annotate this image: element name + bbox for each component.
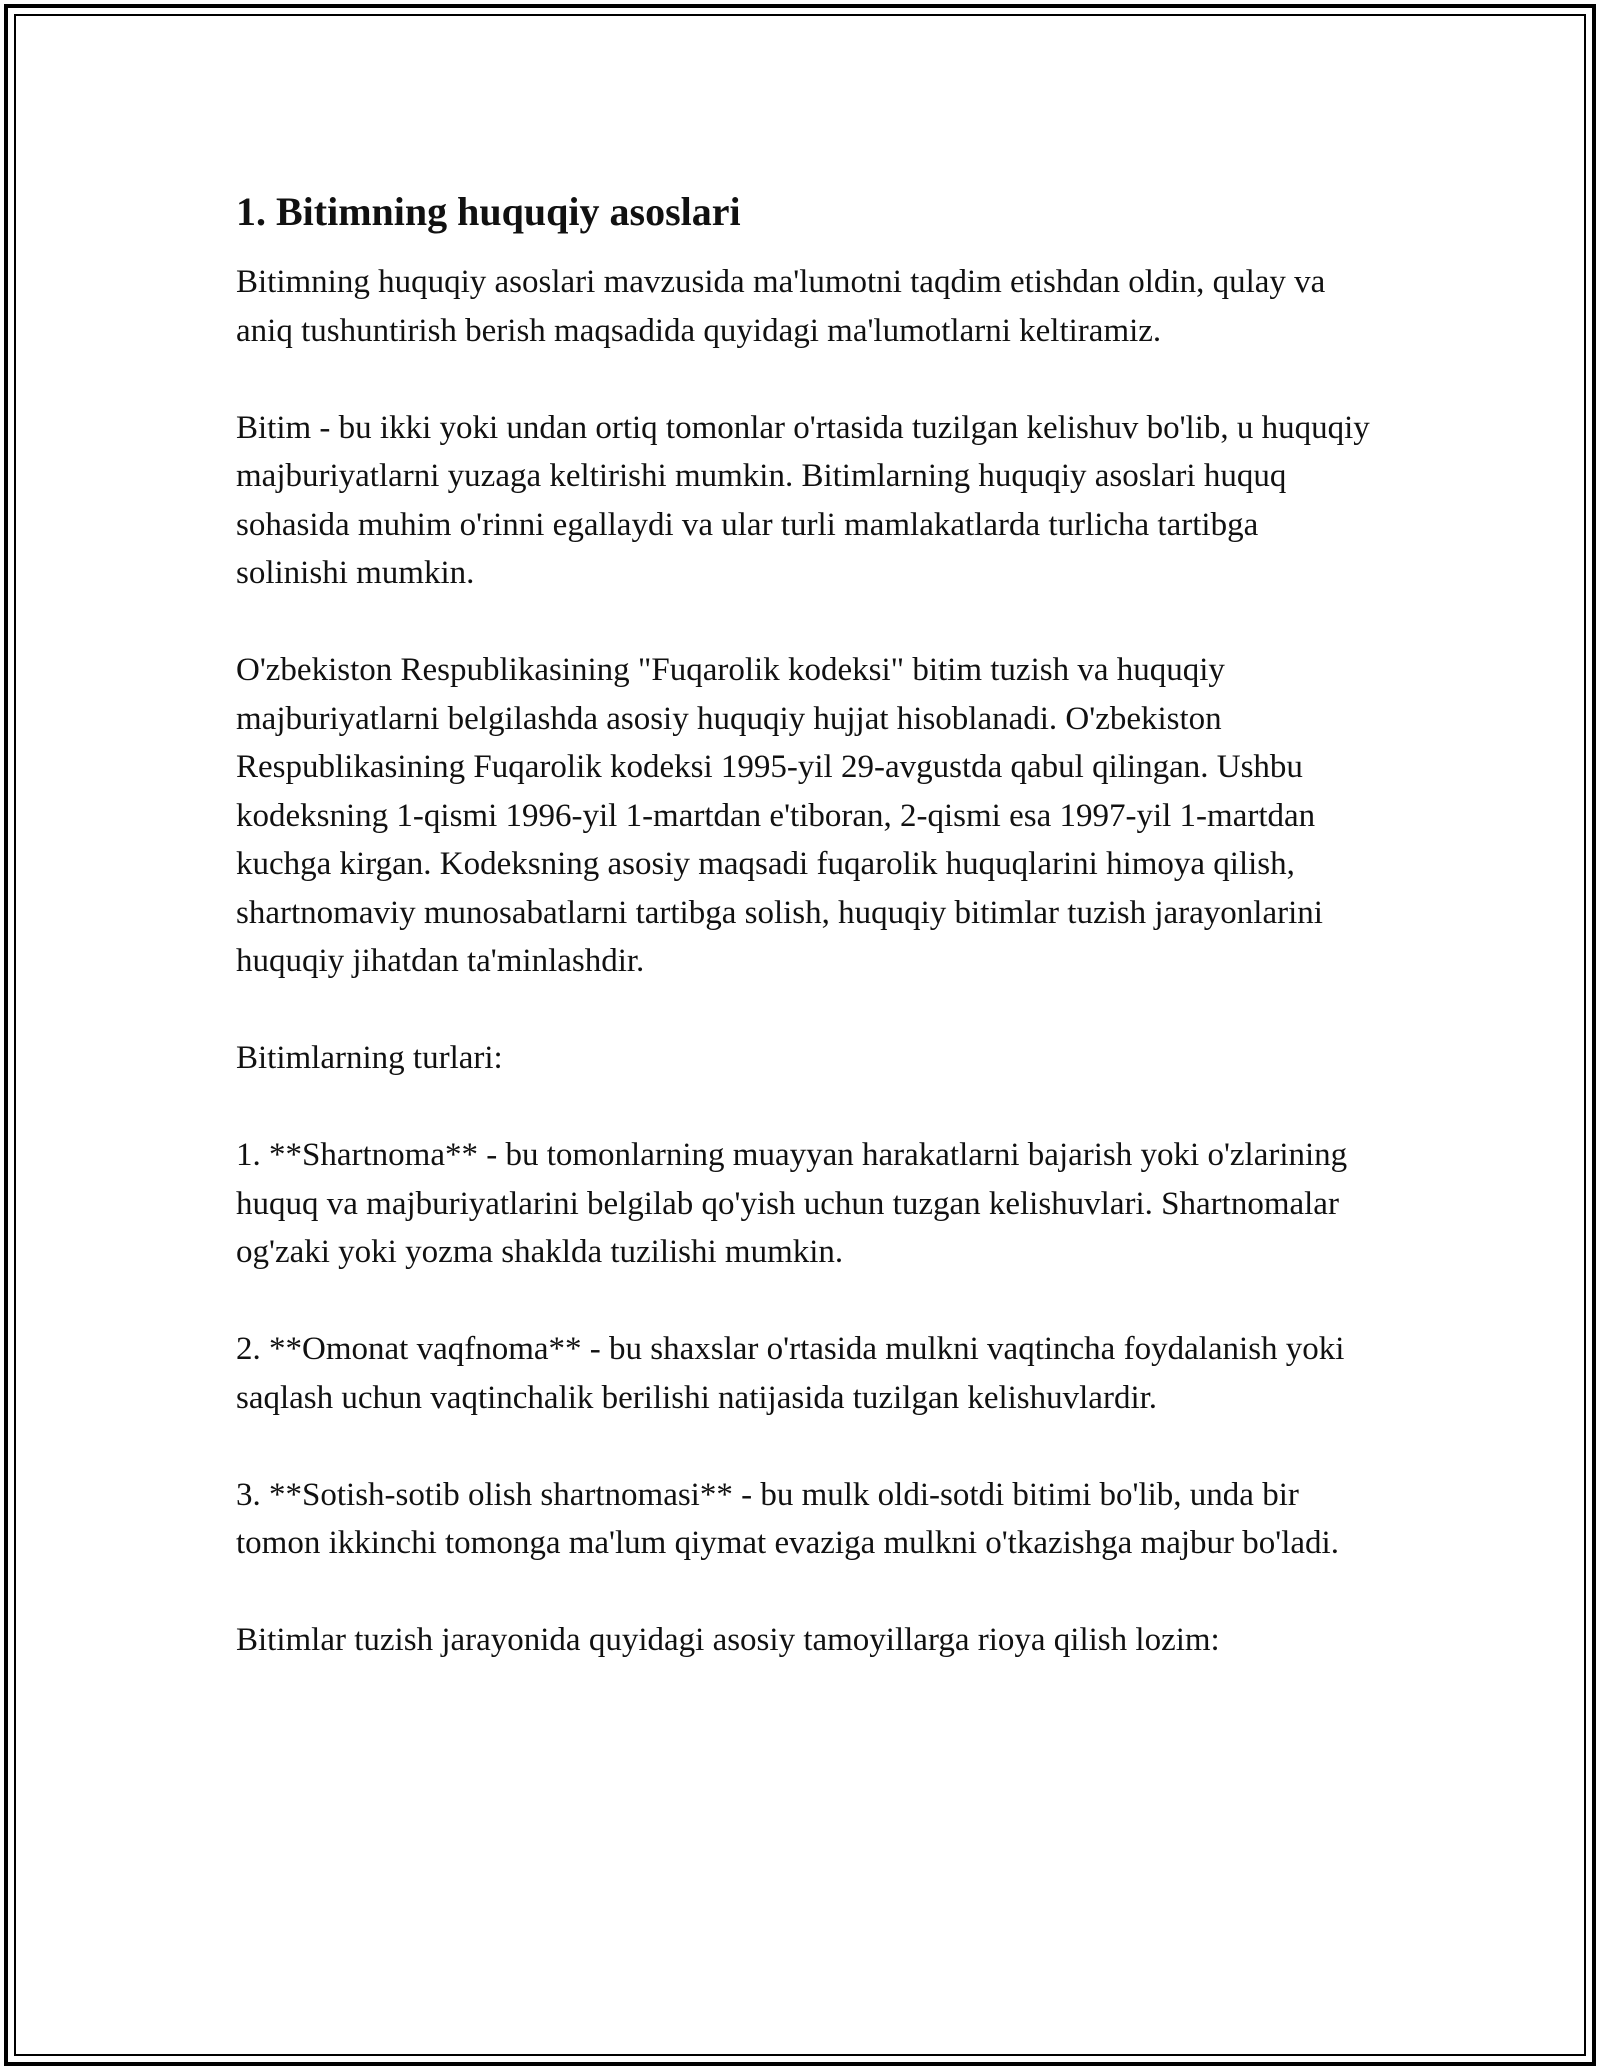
document-body [236, 184, 1376, 1665]
list-item-shartnoma: 1. **Shartnoma** - bu tomonlarning muayyan harakatlarni bajarish yoki o'zlarining huquq va majburiyatlarini belgilab qo'yish uchun tuzgan kelishuvlari. Shartnomalar og'zaki yoki yozma shaklda tuzilishi mumkin. [236, 1137, 1348, 1270]
paragraph-definition: Bitim - bu ikki yoki undan ortiq tomonlar o'rtasida tuzilgan kelishuv bo'lib, u huquqiy majburiyatlarni yuzaga keltirishi mumkin. Bitimlarning huquqiy asoslari huquq sohasida muhim o'rinni egallaydi va ular turli mamlakatlarda turlicha tartibga solinishi mumkin. [236, 409, 1370, 591]
paragraph-types-heading: Bitimlarning turlari: [236, 1040, 503, 1076]
list-item-omonat: 2. **Omonat vaqfnoma** - bu shaxslar o'rtasida mulkni vaqtincha foydalanish yoki saqlash uchun vaqtinchalik berilishi natijasida tuzilgan kelishuvlardir. [236, 1331, 1345, 1416]
section-heading: 1. Bitimning huquqiy asoslari [236, 189, 741, 234]
paragraph-civil-code: O'zbekiston Respublikasining "Fuqarolik kodeksi" bitim tuzish va huquqiy majburiyatlarni belgilashda asosiy huquqiy hujjat hisoblanadi. O'zbekiston Respublikasining Fuqarolik kodeksi 1995-yil 29-avgustda qabul qilingan. Ushbu kodeksning 1-qismi 1996-yil 1-martdan e'tiboran, 2-qismi esa 1997-yil 1-martdan kuchga kirgan. Kodeksning asosiy maqsadi fuqarolik huquqlarini himoya qilish, shartnomaviy munosabatlarni tartibga solish, huquqiy bitimlar tuzish jarayonlarini huquqiy jihatdan ta'minlashdir. [236, 652, 1323, 979]
list-item-sotish: 3. **Sotish-sotib olish shartnomasi** - bu mulk oldi-sotdi bitimi bo'lib, unda bir tomon ikkinchi tomonga ma'lum qiymat evaziga mulkni o'tkazishga majbur bo'ladi. [236, 1476, 1339, 1561]
paragraph-intro: Bitimning huquqiy asoslari mavzusida ma'lumotni taqdim etishdan oldin, qulay va aniq tushuntirish berish maqsadida quyidagi ma'lumotlarni keltiramiz. [236, 264, 1326, 349]
paragraph-principles: Bitimlar tuzish jarayonida quyidagi asosiy tamoyillarga rioya qilish lozim: [236, 1622, 1220, 1658]
